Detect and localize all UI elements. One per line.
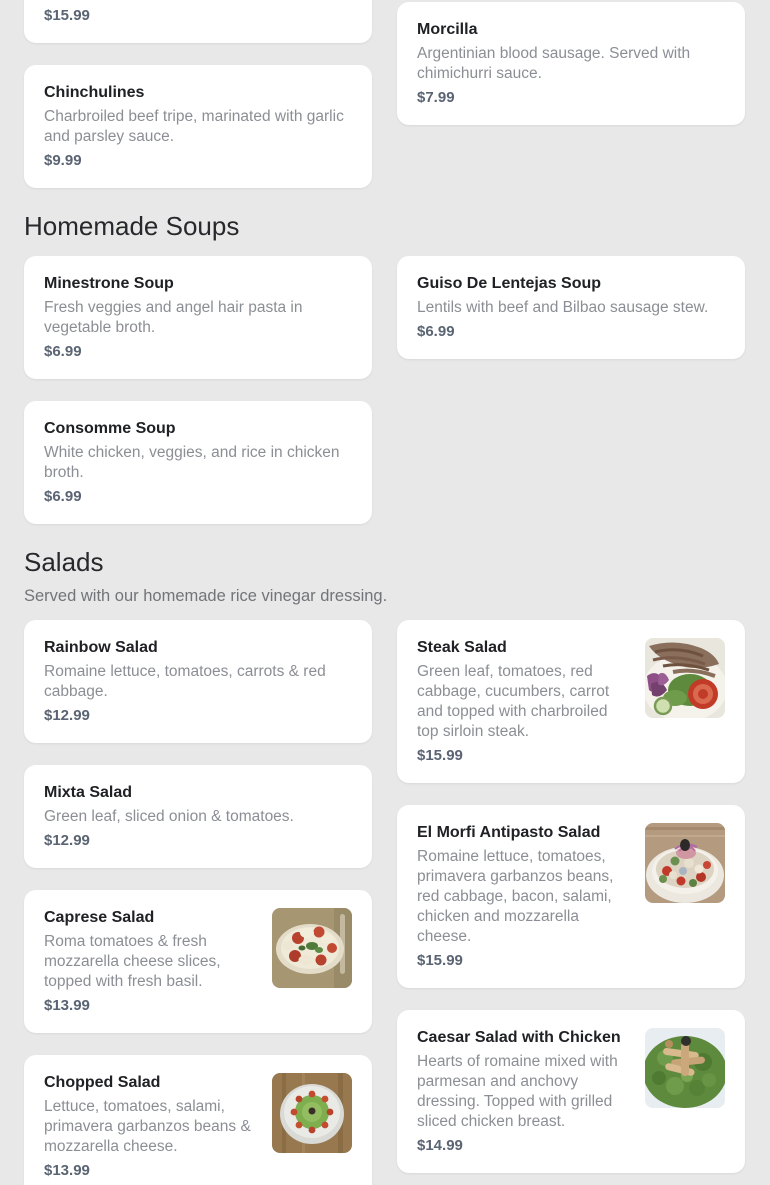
menu-item-card[interactable] [397, 256, 745, 359]
menu-section-salads [24, 546, 746, 1185]
item-name: Minestrone Soup [44, 275, 174, 292]
section-subtitle: Served with our homemade rice vinegar dressing. [24, 587, 388, 605]
menu-item-card[interactable] [24, 65, 372, 188]
chopped-salad-image [272, 1073, 352, 1153]
item-price: $15.99 [417, 952, 463, 969]
item-price: $6.99 [44, 488, 82, 505]
item-description [44, 0, 352, 2]
el-morfi-antipasto-salad-image [645, 823, 725, 903]
item-description: Romaine lettuce, tomatoes, carrots & red cabbage. [44, 663, 326, 700]
item-price: $15.99 [44, 7, 90, 24]
item-price: $6.99 [417, 323, 455, 340]
menu-item-card[interactable] [24, 1055, 372, 1185]
item-name: Morcilla [417, 21, 478, 38]
menu-item-card[interactable] [397, 805, 745, 988]
menu-item-card[interactable] [24, 890, 372, 1033]
menu-item-card[interactable] [24, 620, 372, 743]
item-description: Fresh veggies and angel hair pasta in vegetable broth. [44, 299, 303, 336]
item-name: Guiso De Lentejas Soup [417, 275, 602, 292]
item-description: Romaine lettuce, tomatoes, primavera garbanzos beans, red cabbage, bacon, salami, chicken and mozzarella cheese. [417, 848, 614, 945]
item-price: $7.99 [417, 89, 455, 106]
item-description: Lettuce, tomatoes, salami, primavera garbanzos beans & mozzarella cheese. [44, 1098, 251, 1155]
menu-section-homemade-soups [24, 210, 746, 546]
item-description: Green leaf, sliced onion & tomatoes. [44, 808, 294, 825]
menu-item-card[interactable] [24, 0, 372, 43]
item-price: $6.99 [44, 343, 82, 360]
item-description: Argentinian blood sausage. Served with chimichurri sauce. [417, 45, 691, 82]
caprese-salad-image [272, 908, 352, 988]
right-column [397, 256, 745, 381]
section-heading: Homemade Soups [24, 211, 240, 241]
item-name: Steak Salad [417, 639, 507, 656]
item-price: $9.99 [44, 152, 82, 169]
section-heading: Salads [24, 547, 104, 577]
item-name: El Morfi Antipasto Salad [417, 824, 601, 841]
item-price: $14.99 [417, 1137, 463, 1154]
item-price: $13.99 [44, 1162, 90, 1179]
item-price: $13.99 [44, 997, 90, 1014]
item-name: Mixta Salad [44, 784, 133, 801]
right-column [397, 620, 745, 1185]
item-description: Roma tomatoes & fresh mozzarella cheese slices, topped with fresh basil. [44, 933, 221, 990]
menu-item-card[interactable] [397, 620, 745, 783]
item-name: Consomme Soup [44, 420, 176, 437]
item-name: Chopped Salad [44, 1074, 161, 1091]
item-name: Caesar Salad with Chicken [417, 1029, 621, 1046]
menu-item-card[interactable] [24, 401, 372, 524]
menu-item-card[interactable] [397, 1010, 745, 1173]
item-description: White chicken, veggies, and rice in chicken broth. [44, 444, 340, 481]
menu-item-card[interactable] [24, 765, 372, 868]
item-description: Hearts of romaine mixed with parmesan and anchovy dressing. Topped with grilled sliced chicken breast. [417, 1053, 618, 1130]
left-column [24, 0, 372, 210]
left-column [24, 620, 372, 1185]
item-description: Lentils with beef and Bilbao sausage stew. [417, 299, 709, 316]
item-name: Rainbow Salad [44, 639, 158, 656]
steak-salad-image [645, 638, 725, 718]
item-name: Chinchulines [44, 84, 145, 101]
menu-item-card[interactable] [24, 256, 372, 379]
item-description: Charbroiled beef tripe, marinated with garlic and parsley sauce. [44, 108, 344, 145]
menu-item-card[interactable] [397, 2, 745, 125]
item-price: $12.99 [44, 832, 90, 849]
right-column [397, 0, 745, 147]
item-price: $15.99 [417, 747, 463, 764]
caesar-salad-with-chicken-image [645, 1028, 725, 1108]
item-name: Caprese Salad [44, 909, 155, 926]
item-description: Green leaf, tomatoes, red cabbage, cucumbers, carrot and topped with charbroiled top sirloin steak. [417, 663, 610, 740]
item-price: $12.99 [44, 707, 90, 724]
left-column [24, 256, 372, 546]
menu-section-grill [24, 0, 746, 210]
